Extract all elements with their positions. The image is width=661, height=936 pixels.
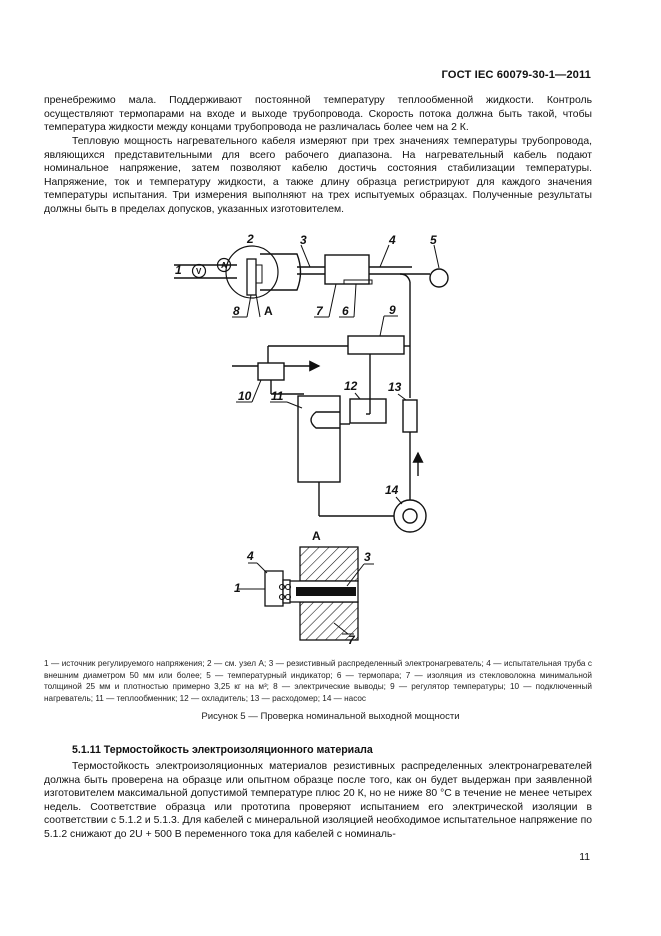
figure-caption: Рисунок 5 — Проверка номинальной выходной мощности [201, 711, 460, 722]
document-header: ГОСТ IEC 60079-30-1—2011 [441, 69, 591, 81]
label-3: 3 [300, 233, 307, 247]
label-13: 13 [388, 380, 402, 394]
section-heading: 5.1.11 Термостойкость электроизоляционного материала [72, 744, 373, 756]
detail-marker-a: A [264, 304, 273, 318]
label-2: 2 [247, 232, 254, 246]
terminal-block [247, 259, 256, 295]
heating-cable-element [296, 587, 356, 596]
detail-label-7: 7 [348, 633, 355, 647]
label-12: 12 [344, 379, 358, 393]
pipe-outlet-bottom [369, 274, 410, 282]
label-10: 10 [238, 389, 252, 403]
connected-heater [258, 363, 284, 380]
label-6: 6 [342, 304, 349, 318]
figure-legend: 1 — источник регулируемого напряжения; 2 — см. узел А; 3 — резистивный распределенный электронагреватель; 4 — испытательная труба с внешним диаметром 50 мм или более; 5 — температурный индикатор; 6 — термопара; 7 — изоляция из стекловолокна минимальной толщиной 25 мм и плотностью примерно 3,25 кг на м³; 8 — электрические выводы; 9 — регулятор температуры; 10 — подключенный нагреватель; 11 — теплообменник; 12 — охладитель; 13 — расходомер; 14 — насос [44, 659, 592, 703]
test-setup-diagram [44, 228, 604, 658]
detail-label-4: 4 [247, 549, 254, 563]
page-number: 11 [579, 852, 590, 863]
terminal-contacts [256, 265, 262, 283]
label-5: 5 [430, 233, 437, 247]
detail-title: A [312, 529, 321, 543]
voltmeter-symbol: V [196, 267, 202, 276]
pump-icon [394, 500, 426, 532]
pipe-end [260, 254, 301, 290]
cooler [350, 399, 386, 423]
heat-exchanger [298, 396, 340, 482]
temperature-regulator [348, 336, 404, 354]
paragraph-2: Тепловую мощность нагревательного кабеля измеряют при трех значениях температуры трубопровода, являющихся представительными для всего рабочего диапазона. На нагревательный кабель подают номинальное напряжение, затем позволяют кабелю достичь состояния стабилизации температуры. Напряжение, ток и температуру жидкости, а также длину образца регистрируют для каждого значения температуры испытания. Три измерения выполняют на трех испытуемых образцах. Полученные результаты должны быть в пределах допусков, указанных изготовителем. [44, 136, 592, 215]
ammeter-symbol: A [221, 261, 227, 270]
label-7: 7 [316, 304, 323, 318]
detail-label-3: 3 [364, 550, 371, 564]
label-8: 8 [233, 304, 240, 318]
paragraph-3: Термостойкость электроизоляционных материалов резистивных распределенных электронагревателей должна быть проверена на образце или опытном образце после того, как он будет выдержан при заявленной изготовителем максимальной допустимой температуре плюс 20 К, но не ниже 80 °С в течение не менее четырех недель. Соответствие образца или прототипа проверяют испытанием его электрической изоляции в соответствии с 5.1.2 и 5.1.3. Для кабелей с минеральной изоляцией необходимое испытательное напряжение по 5.1.2 снижают до 2U + 500 В переменного тока для кабелей с номиналь- [44, 761, 592, 840]
figure-labels [175, 232, 439, 504]
detail-label-1: 1 [234, 581, 241, 595]
temperature-indicator-icon [430, 269, 448, 287]
label-9: 9 [389, 303, 396, 317]
pump-hub [403, 509, 417, 523]
label-14: 14 [385, 483, 399, 497]
label-1: 1 [175, 263, 182, 277]
label-4: 4 [389, 233, 396, 247]
paragraph-1: пренебрежимо мала. Поддерживают постоянной температуру теплообменной жидкости. Контроль осуществляют термопарами на входе и выходе трубопровода. Скорость потока должна быть такой, чтобы температура жидкости между концами трубопровода не различалась более чем на 2 К. [44, 95, 592, 134]
flowmeter [403, 400, 417, 432]
exchanger-coil [311, 412, 340, 428]
insulation-upper [300, 547, 358, 581]
detail-a [234, 529, 374, 647]
label-11: 11 [271, 389, 284, 403]
